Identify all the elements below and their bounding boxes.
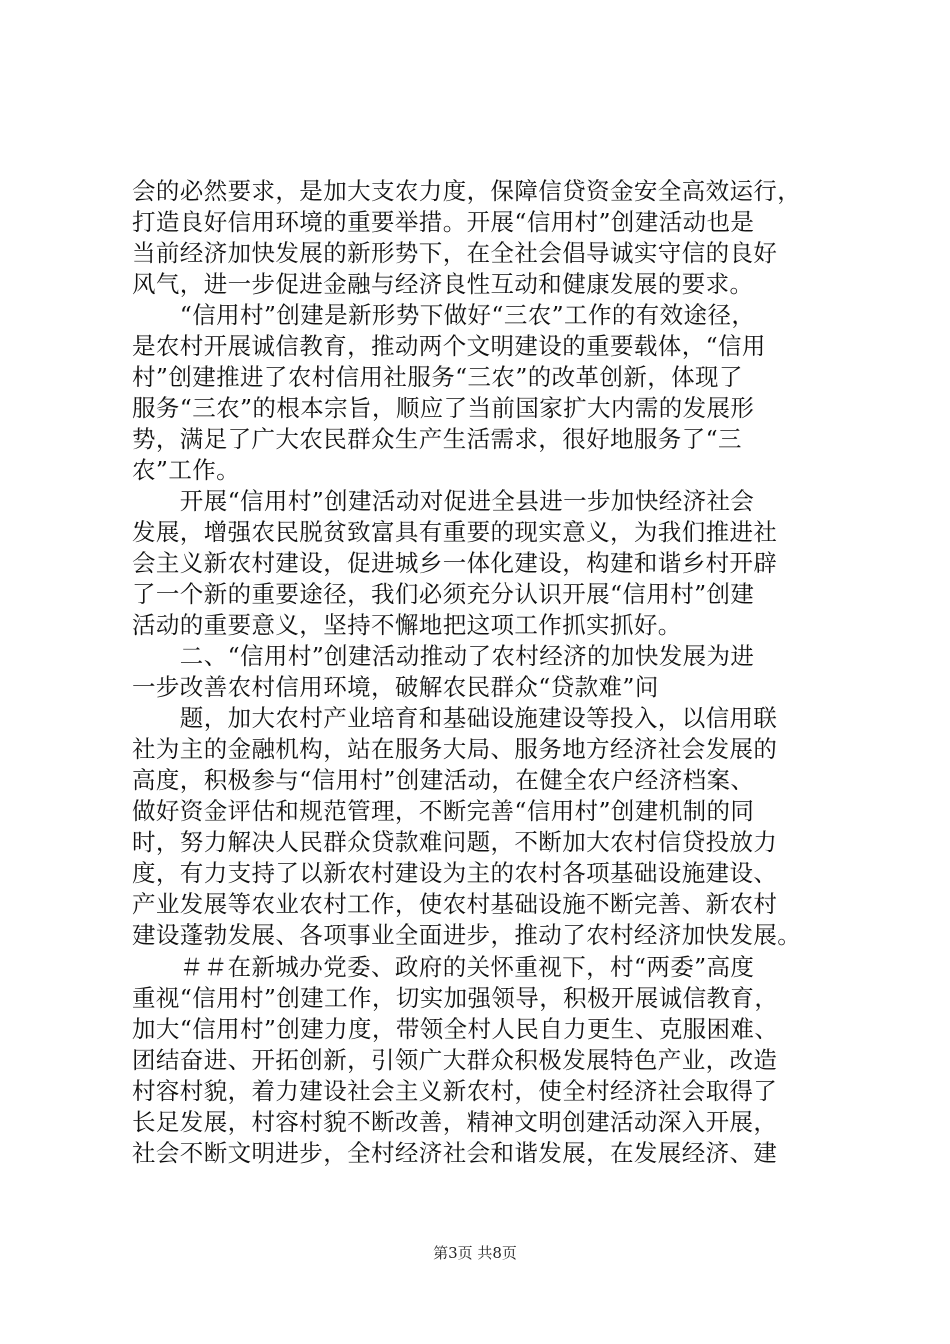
text-line: 度，有力支持了以新农村建设为主的农村各项基础设施建设、 — [132, 859, 778, 887]
text-line: ＃＃在新城办党委、政府的关怀重视下，村“两委”高度 — [132, 953, 755, 981]
body-text-section-a — [132, 176, 844, 951]
text-line: 产业发展等农业农村工作，使农村基础设施不断完善、新农村 — [132, 890, 778, 918]
text-line: 一步改善农村信用环境，破解农民群众“贷款难”问 — [132, 673, 659, 701]
text-line: 了一个新的重要途径，我们必须充分认识开展“信用村”创建 — [132, 580, 755, 608]
text-line: 时，努力解决人民群众贷款难问题，不断加大农村信贷投放力 — [132, 828, 778, 856]
text-line: 二、“信用村”创建活动推动了农村经济的加快发展为进 — [132, 642, 755, 670]
text-line: 做好资金评估和规范管理，不断完善“信用村”创建机制的同 — [132, 797, 755, 825]
text-line: 建设蓬勃发展、各项事业全面进步，推动了农村经济加快发展。 — [132, 921, 802, 949]
text-line: 开展“信用村”创建活动对促进全县进一步加快经济社会 — [132, 487, 755, 515]
text-line: 活动的重要意义，坚持不懈地把这项工作抓实抓好。 — [132, 611, 682, 639]
text-line: 会主义新农村建设，促进城乡一体化建设，构建和谐乡村开辟 — [132, 549, 778, 577]
text-line: “信用村”创建是新形势下做好“三农”工作的有效途径， — [132, 301, 756, 329]
text-line: 势，满足了广大农民群众生产生活需求，很好地服务了“三 — [132, 425, 742, 453]
text-line: 会的必然要求，是加大支农力度，保障信贷资金安全高效运行， — [132, 177, 802, 205]
text-line: 重视“信用村”创建工作，切实加强领导，积极开展诚信教育， — [132, 984, 779, 1012]
text-line: 风气，进一步促进金融与经济良性互动和健康发展的要求。 — [132, 270, 754, 298]
text-line: 长足发展，村容村貌不断改善，精神文明创建活动深入开展， — [132, 1108, 778, 1136]
text-line: 团结奋进、开拓创新，引领广大群众积极发展特色产业，改造 — [132, 1046, 778, 1074]
text-line: 社为主的金融机构，站在服务大局、服务地方经济社会发展的 — [132, 735, 778, 763]
text-line: 打造良好信用环境的重要举措。开展“信用村”创建活动也是 — [132, 208, 755, 236]
text-line: 农”工作。 — [132, 456, 241, 484]
page-footer: 第3页 共8页 — [433, 1244, 517, 1262]
text-line: 题，加大农村产业培育和基础设施建设等投入，以信用联 — [132, 704, 778, 732]
text-line: 高度，积极参与“信用村”创建活动，在健全农户经济档案、 — [132, 766, 755, 794]
text-line: 社会不断文明进步，全村经济社会和谐发展，在发展经济、建 — [132, 1139, 778, 1167]
text-line: 加大“信用村”创建力度，带领全村人民自力更生、克服困难、 — [132, 1015, 779, 1043]
text-line: 服务“三农”的根本宗旨，顺应了当前国家扩大内需的发展形 — [132, 394, 755, 422]
text-line: 村”创建推进了农村信用社服务“三农”的改革创新，体现了 — [132, 363, 743, 391]
text-line: 是农村开展诚信教育，推动两个文明建设的重要载体，“信用 — [132, 332, 766, 360]
text-line: 发展，增强农民脱贫致富具有重要的现实意义，为我们推进社 — [132, 518, 778, 546]
text-line: 当前经济加快发展的新形势下，在全社会倡导诚实守信的良好 — [132, 239, 778, 267]
text-line: 村容村貌，着力建设社会主义新农村，使全村经济社会取得了 — [132, 1077, 778, 1105]
body-text-section-b — [132, 952, 844, 1169]
